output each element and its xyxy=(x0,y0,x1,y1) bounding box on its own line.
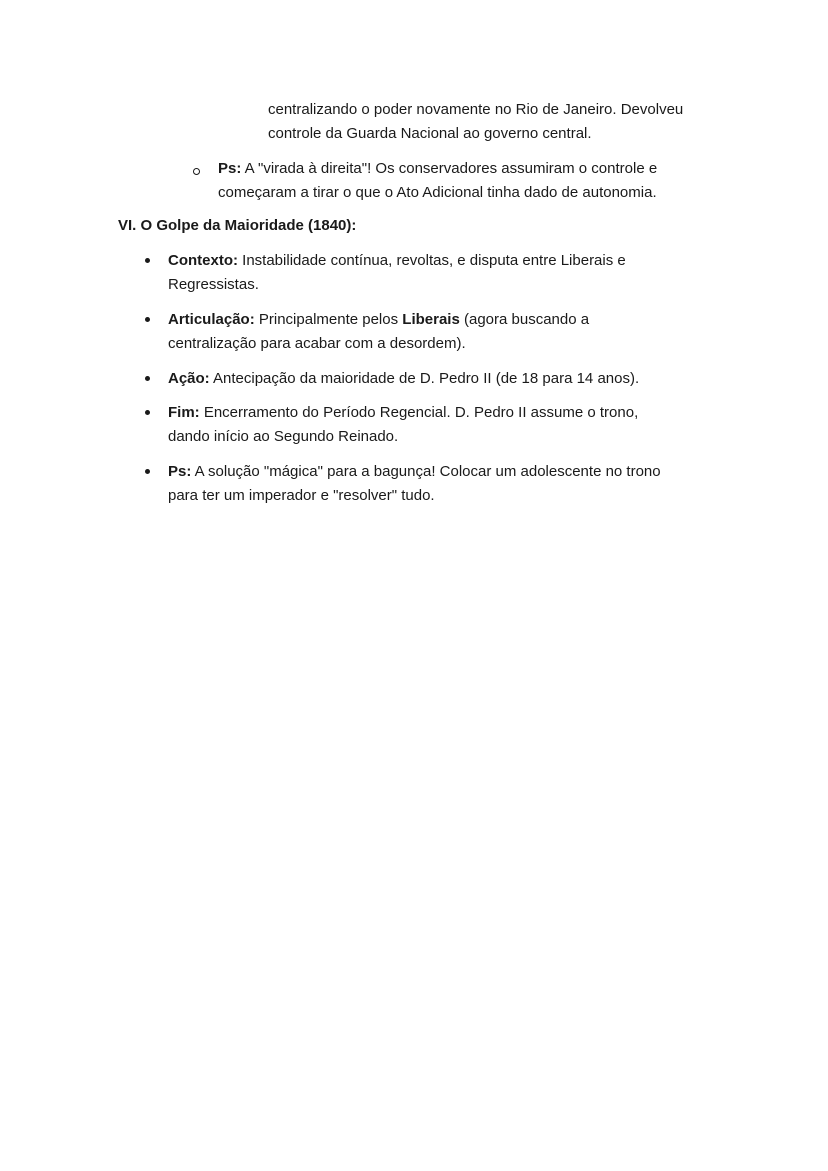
list-item-articulacao-line-2: centralização para acabar com a desordem). xyxy=(168,335,466,352)
circle-bullet-icon xyxy=(193,168,200,175)
continuation-line-1: centralizando o poder novamente no Rio de Janeiro. Devolveu xyxy=(268,101,684,118)
item-label: Ação: xyxy=(168,370,210,387)
list-item-ps-line-2: para ter um imperador e "resolver" tudo. xyxy=(168,487,435,504)
item-text: (agora buscando a xyxy=(459,311,590,328)
sub-item-label: Ps: xyxy=(218,160,242,177)
bullet-icon xyxy=(145,469,150,474)
list-item-contexto-line-2: Regressistas. xyxy=(168,276,259,293)
sub-item-line-2: começaram a tirar o que o Ato Adicional tinha dado de autonomia. xyxy=(218,184,657,201)
list-item-fim-line-1 xyxy=(168,403,638,423)
bullet-icon xyxy=(145,376,150,381)
bullet-icon xyxy=(145,258,150,263)
item-text: Principalmente pelos xyxy=(254,311,403,328)
sub-item-line-1 xyxy=(218,159,657,179)
item-label: Contexto: xyxy=(168,252,238,269)
sub-item-text: A "virada à direita"! Os conservadores assumiram o controle e xyxy=(241,160,658,177)
item-bold-text: Liberais xyxy=(402,311,460,328)
bullet-icon xyxy=(145,317,150,322)
item-text: Instabilidade contínua, revoltas, e disputa entre Liberais e xyxy=(238,252,626,269)
item-text: Antecipação da maioridade de D. Pedro II (de 18 para 14 anos). xyxy=(209,370,640,387)
list-item-articulacao-line-1 xyxy=(168,310,589,330)
item-label: Ps: xyxy=(168,463,192,480)
list-item-contexto-line-1 xyxy=(168,251,626,271)
list-item-ps-line-1 xyxy=(168,462,661,482)
item-text: Encerramento do Período Regencial. D. Pedro II assume o trono, xyxy=(199,404,639,421)
item-label: Articulação: xyxy=(168,311,255,328)
item-label: Fim: xyxy=(168,404,200,421)
continuation-line-2: controle da Guarda Nacional ao governo central. xyxy=(268,125,592,142)
bullet-icon xyxy=(145,410,150,415)
item-text: A solução "mágica" para a bagunça! Colocar um adolescente no trono xyxy=(191,463,661,480)
section-heading: VI. O Golpe da Maioridade (1840): xyxy=(118,217,357,234)
list-item-fim-line-2: dando início ao Segundo Reinado. xyxy=(168,428,399,445)
list-item-acao-line-1 xyxy=(168,369,639,389)
